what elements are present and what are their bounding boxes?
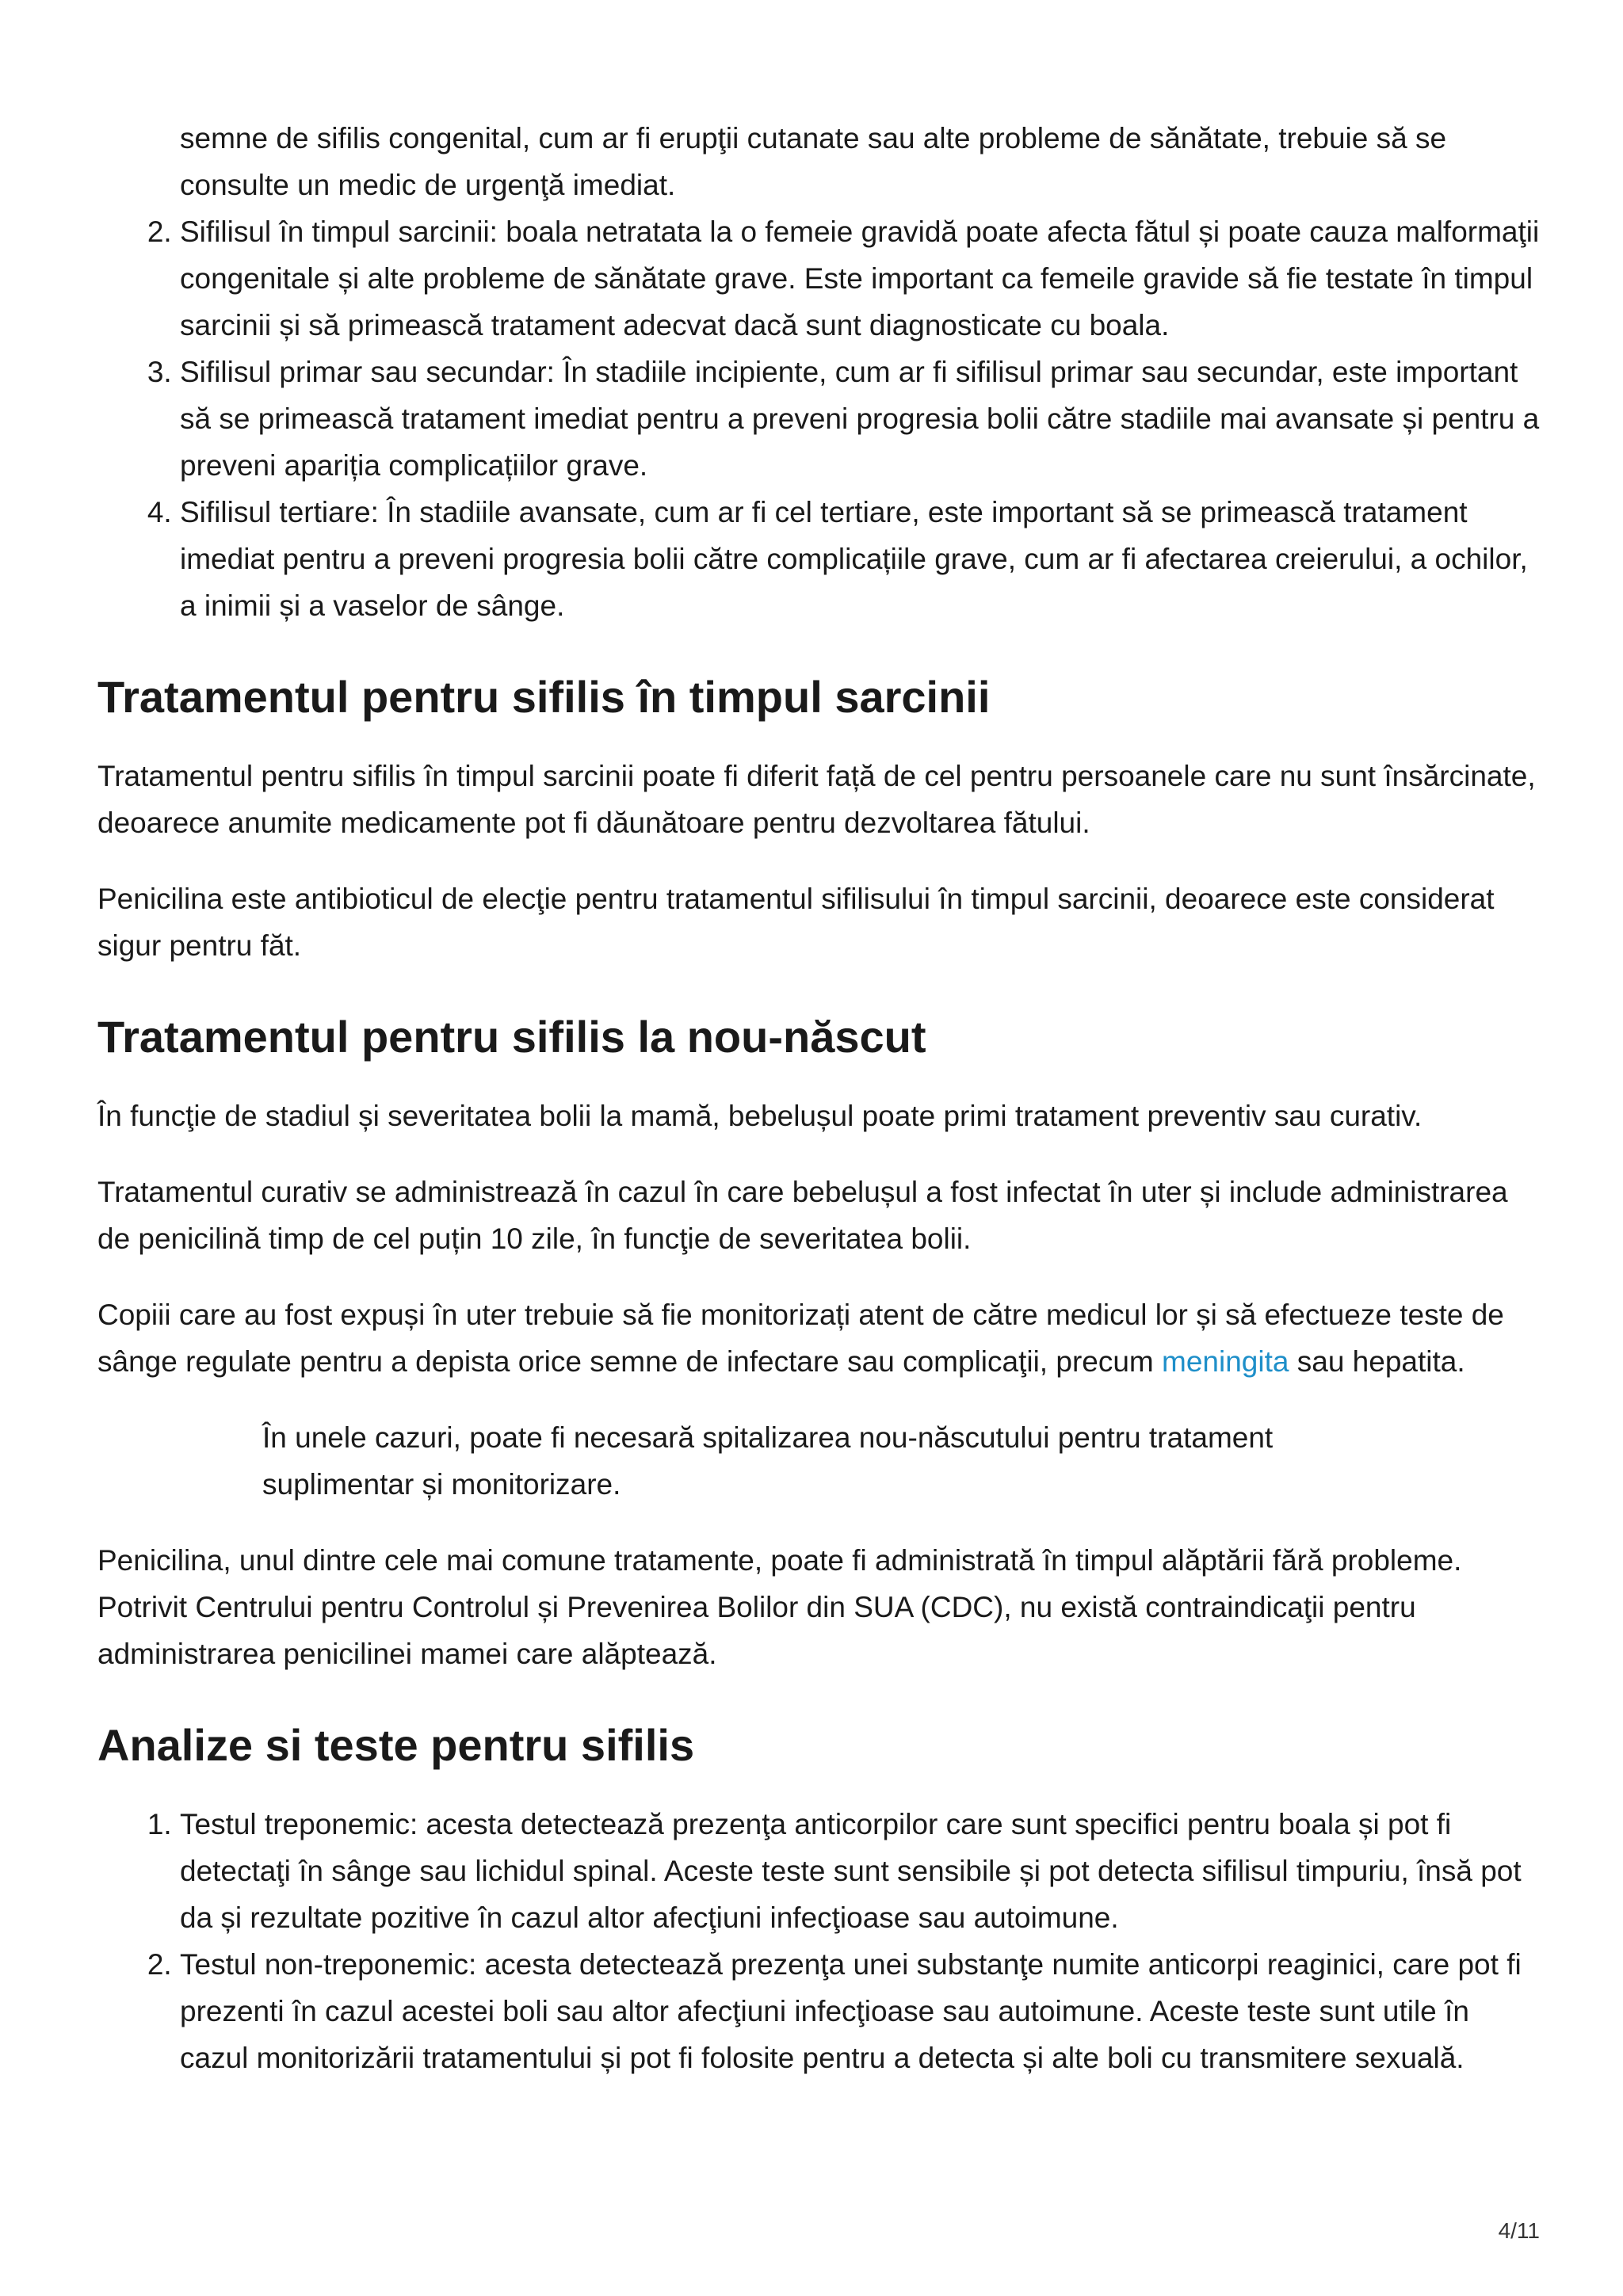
list-item: 2. Testul non-treponemic: acesta detectează prezenţa unei substanţe numite anticorpi reaginici, care pot fi prezenti în cazul acestei boli sau altor afecţiuni infecţioase sau autoimune. Aceste teste sunt utile în cazul monitorizării tratamentului și pot fi folosite pentru a detecta și alte boli cu transmitere sexuală. xyxy=(180,1941,1540,2081)
heading-pregnancy: Tratamentul pentru sifilis în timpul sarcinii xyxy=(97,672,991,722)
heading-tests: Analize si teste pentru sifilis xyxy=(97,1720,695,1770)
paragraph xyxy=(97,1291,1540,1385)
list-item: 1. Testul treponemic: acesta detectează prezenţa anticorpilor care sunt specifici pentru boala și pot fi detectaţi în sânge sau lichidul spinal. Aceste teste sunt sensibile și pot detecta sifilisul timpuriu, însă pot da și rezultate pozitive în cazul altor afecţiuni infecţioase sau autoimune. xyxy=(180,1801,1540,1941)
article-body xyxy=(97,115,1540,2081)
quote-text: În unele cazuri, poate fi necesară spitalizarea nou-născutului pentru tratament suplimentar și monitorizare. xyxy=(262,1421,1274,1501)
paragraph-text: Copiii care au fost expuși în uter trebuie să fie monitorizați atent de către medicul lor și să efectueze teste de sânge regulate pentru a depista orice semne de infectare sau complicaţii, precum xyxy=(97,1299,1504,1378)
scenario-list xyxy=(97,208,1540,629)
list-continuation: semne de sifilis congenital, cum ar fi erupţii cutanate sau alte probleme de sănătate, trebuie să se consulte un medic de urgenţă imediat. xyxy=(180,122,1447,201)
page-number: 4/11 xyxy=(1498,2218,1540,2243)
list-item: 4. Sifilisul tertiare: În stadiile avansate, cum ar fi cel tertiare, este important să se primească tratament imediat pentru a preveni progresia bolii către complicațiile grave, cum ar fi afectarea creierului, a ochilor, a inimii și a vaselor de sânge. xyxy=(180,489,1540,629)
pull-quote xyxy=(97,1414,1419,1508)
meningita-link[interactable]: meningita xyxy=(1162,1345,1289,1378)
paragraph: În funcţie de stadiul și severitatea bolii la mamă, bebelușul poate primi tratament preventiv sau curativ. xyxy=(97,1100,1423,1132)
paragraph: Tratamentul curativ se administrează în cazul în care bebelușul a fost infectat în uter și include administrarea de penicilină timp de cel puțin 10 zile, în funcţie de severitatea bolii. xyxy=(97,1176,1508,1255)
paragraph: Penicilina este antibioticul de elecţie pentru tratamentul sifilisului în timpul sarcinii, deoarece este considerat sigur pentru făt. xyxy=(97,883,1495,962)
paragraph-text: sau hepatita. xyxy=(1289,1345,1465,1378)
list-item: 3. Sifilisul primar sau secundar: În stadiile incipiente, cum ar fi sifilisul primar sau secundar, este important să se primească tratament imediat pentru a preveni progresia bolii către stadiile mai avansate și pentru a preveni apariția complicațiilor grave. xyxy=(180,349,1540,489)
tests-list xyxy=(97,1801,1540,2081)
list-item: 2. Sifilisul în timpul sarcinii: boala netratata la o femeie gravidă poate afecta fătul și poate cauza malformaţii congenitale și alte probleme de sănătate grave. Este important ca femeile gravide să fie testate în timpul sarcinii și să primească tratament adecvat dacă sunt diagnosticate cu boala. xyxy=(180,208,1540,349)
paragraph: Penicilina, unul dintre cele mai comune tratamente, poate fi administrată în timpul alăptării fără probleme. Potrivit Centrului pentru Controlul și Prevenirea Bolilor din SUA (CDC), nu există contraindicaţii pentru administrarea penicilinei mamei care alăptează. xyxy=(97,1544,1462,1670)
paragraph: Tratamentul pentru sifilis în timpul sarcinii poate fi diferit față de cel pentru persoanele care nu sunt însărcinate, deoarece anumite medicamente pot fi dăunătoare pentru dezvoltarea fătului. xyxy=(97,760,1536,839)
heading-newborn: Tratamentul pentru sifilis la nou-născut xyxy=(97,1012,926,1062)
